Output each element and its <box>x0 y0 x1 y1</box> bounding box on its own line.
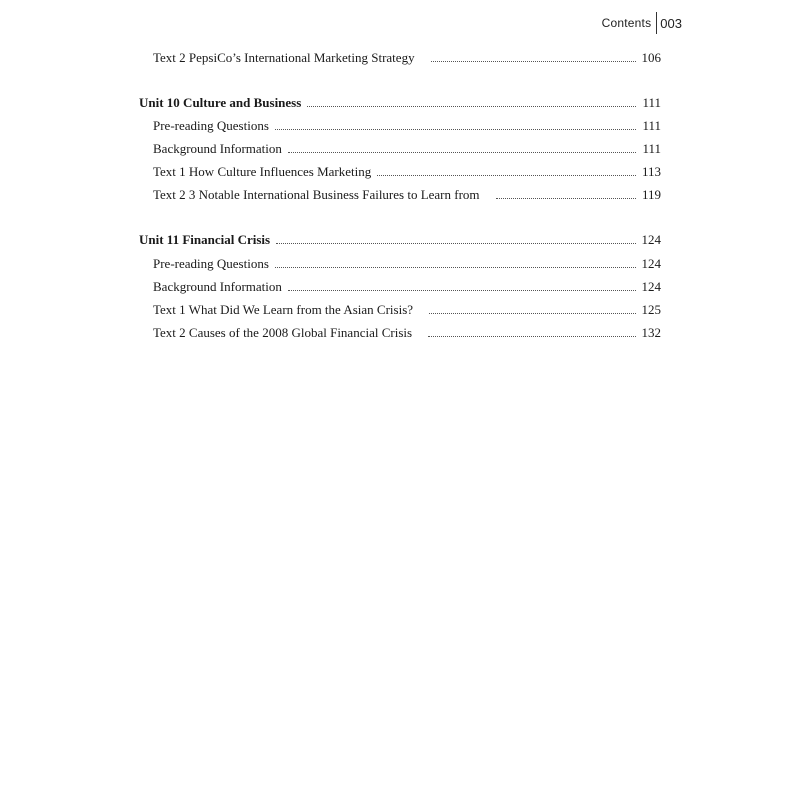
dot-leader <box>429 313 635 314</box>
toc-entry[interactable] <box>153 50 661 66</box>
dot-leader <box>428 336 635 337</box>
toc-unit-heading[interactable] <box>139 232 661 248</box>
toc-entry-label: Background Information <box>153 279 282 294</box>
header-divider <box>656 12 657 34</box>
toc-entry-page: 124 <box>641 279 661 294</box>
toc-entry[interactable] <box>153 187 661 203</box>
toc-entry-label: Text 2 PepsiCo’s International Marketing Strategy <box>153 50 415 65</box>
toc-entry-label: Text 2 Causes of the 2008 Global Financial Crisis <box>153 325 413 340</box>
toc-entry-label: Background Information <box>153 141 282 156</box>
toc-entry-page: 125 <box>641 302 661 317</box>
dot-leader <box>496 198 636 199</box>
unit-title: Unit 11 Financial Crisis <box>139 232 271 247</box>
dot-leader <box>275 267 636 268</box>
toc-entry-label: Text 2 3 Notable International Business Failures to Learn from <box>153 187 480 202</box>
toc-entry-page: 113 <box>641 164 661 179</box>
dot-leader <box>307 106 636 107</box>
toc-unit-heading[interactable] <box>139 95 661 111</box>
toc-entry[interactable] <box>153 256 661 272</box>
dot-leader <box>288 290 636 291</box>
unit-page: 124 <box>641 232 661 247</box>
toc-entry-label: Pre-reading Questions <box>153 256 269 271</box>
toc-entry-page: 132 <box>641 325 661 340</box>
dot-leader <box>288 152 637 153</box>
toc-entry[interactable] <box>153 302 661 318</box>
running-header-section: Contents <box>601 16 652 30</box>
toc-entry-page: 119 <box>641 187 661 202</box>
toc-entry-page: 106 <box>641 50 661 65</box>
running-header <box>602 14 682 32</box>
toc-entry-label: Text 1 What Did We Learn from the Asian Crisis? <box>153 302 414 317</box>
toc-entry[interactable] <box>153 325 661 341</box>
toc-entry-page: 111 <box>642 141 661 156</box>
dot-leader <box>431 61 636 62</box>
unit-title: Unit 10 Culture and Business <box>139 95 302 110</box>
page-number: 003 <box>660 15 682 31</box>
toc-entry-label: Pre-reading Questions <box>153 118 269 133</box>
toc-entry-page: 124 <box>641 256 661 271</box>
toc-entry[interactable] <box>153 118 661 134</box>
unit-page: 111 <box>642 95 661 110</box>
toc-entry[interactable] <box>153 279 661 295</box>
dot-leader <box>377 175 636 176</box>
toc-entry[interactable] <box>153 164 661 180</box>
toc-entry-page: 111 <box>642 118 661 133</box>
dot-leader <box>276 243 635 244</box>
toc-entry[interactable] <box>153 141 661 157</box>
toc-entry-label: Text 1 How Culture Influences Marketing <box>153 164 372 179</box>
dot-leader <box>275 129 637 130</box>
